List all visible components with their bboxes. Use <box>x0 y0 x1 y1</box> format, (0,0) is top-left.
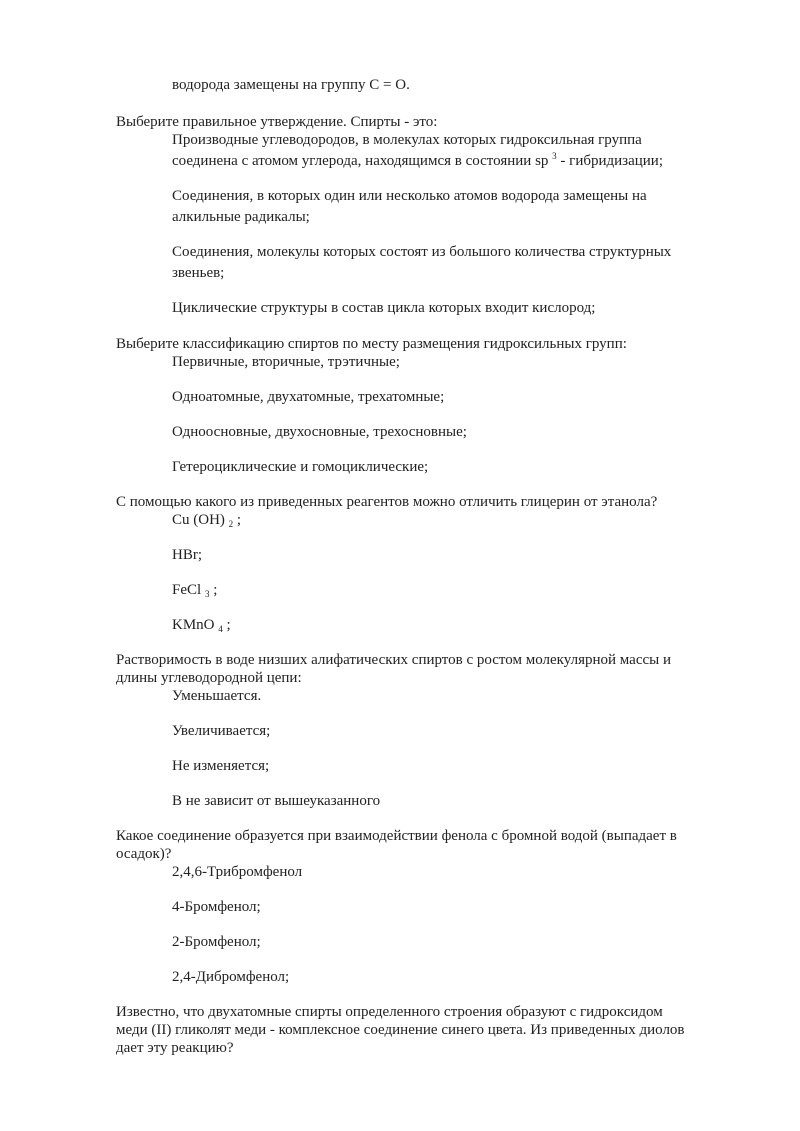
question-5-text-line-1: Какое соединение образуется при взаимодействии фенола с бромной водой (выпадает в <box>116 828 677 844</box>
q5-option-4: 2,4-Дибромфенол; <box>172 969 290 985</box>
q4-option-4: В не зависит от вышеуказанного <box>172 793 381 809</box>
q3-option-4: KMnO $_4$ ; <box>172 617 231 634</box>
q1-option-4: Циклические структуры в состав цикла которых входит кислород; <box>172 300 596 316</box>
question-4-text-line-1: Растворимость в воде низших алифатических спиртов с ростом молекулярной массы и <box>116 652 672 668</box>
q4-option-2: Увеличивается; <box>172 723 271 739</box>
q4-option-1: Уменьшается. <box>172 688 262 704</box>
q3-option-3: FeCl $_3$ ; <box>172 582 218 599</box>
question-1-text: Выберите правильное утверждение. Спирты - это: <box>116 114 438 130</box>
question-3-text: С помощью какого из приведенных реагентов можно отличить глицерин от этанола? <box>116 494 658 510</box>
question-6-text-line-2: меди (II) гликолят меди - комплексное соединение синего цвета. Из приведенных диолов <box>116 1022 685 1038</box>
q1-option-1-superscript: 3 <box>552 151 557 161</box>
q2-option-1: Первичные, вторичные, трэтичные; <box>172 354 400 370</box>
question-5-text-line-2: осадок)? <box>116 846 172 862</box>
question-2-text: Выберите классификацию спиртов по месту размещения гидроксильных групп: <box>116 336 627 352</box>
question-6-text-line-1: Известно, что двухатомные спирты определенного строения образуют с гидроксидом <box>116 1004 663 1020</box>
q2-option-3: Одноосновные, двухосновные, трехосновные; <box>172 424 467 440</box>
q4-option-3: Не изменяется; <box>172 758 270 774</box>
q5-option-2: 4-Бромфенол; <box>172 899 261 915</box>
q3-option-2: HBr; <box>172 547 202 563</box>
question-6-text-line-3: дает эту реакцию? <box>116 1040 234 1056</box>
q1-option-1-line-1: Производные углеводородов, в молекулах которых гидроксильная группа <box>172 132 642 148</box>
q3-option-1: Cu (OH) $_2$ ; <box>172 512 242 529</box>
question-4-text-line-2: длины углеводородной цепи: <box>116 670 302 686</box>
q1-option-2-line-1: Соединения, в которых один или несколько атомов водорода замещены на <box>172 188 647 204</box>
q1-option-1-line-2: соединена с атомом углерода, находящимся в состоянии sp $^3$ - гибридизации; <box>172 151 663 169</box>
q5-option-3: 2-Бромфенол; <box>172 934 261 950</box>
q2-option-2: Одноатомные, двухатомные, трехатомные; <box>172 389 445 405</box>
q1-option-2-line-2: алкильные радикалы; <box>172 209 310 225</box>
q5-option-1: 2,4,6-Трибромфенол <box>172 864 303 880</box>
q2-option-4: Гетероциклические и гомоциклические; <box>172 459 429 475</box>
q1-option-3-line-1: Соединения, молекулы которых состоят из большого количества структурных <box>172 244 672 260</box>
intro-line: водорода замещены на группу C = O. <box>172 77 410 93</box>
q1-option-3-line-2: звеньев; <box>172 265 225 281</box>
